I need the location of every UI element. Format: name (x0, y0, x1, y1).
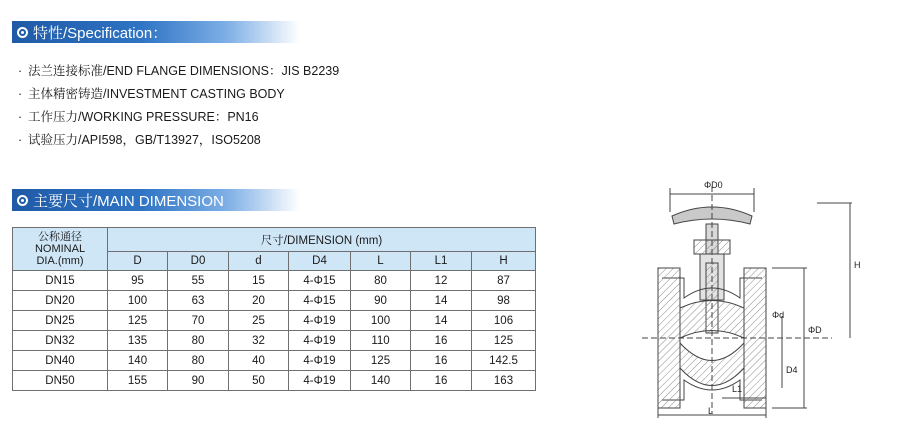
D-label: ΦD (808, 325, 822, 335)
dimension-cell: 95 (108, 271, 168, 291)
dimension-cell: 25 (229, 311, 289, 331)
dimension-cell: 16 (411, 371, 472, 391)
l-label: L (708, 406, 714, 416)
bullet-circle-icon (17, 27, 28, 38)
nominal-dia-cell: DN50 (13, 371, 108, 391)
spec-item: · 工作压力/WORKING PRESSURE：PN16 (18, 106, 339, 129)
dimension-cell: 110 (351, 331, 411, 351)
nominal-dia-cell: DN40 (13, 351, 108, 371)
nominal-dia-cell: DN15 (13, 271, 108, 291)
l1-label: L1 (732, 384, 743, 394)
dimension-cell: 80 (168, 351, 229, 371)
dimension-cell: 90 (168, 371, 229, 391)
dimension-cell: 135 (108, 331, 168, 351)
table-row (13, 371, 536, 391)
bullet-dot-icon: · (18, 64, 23, 78)
column-header-l: L (351, 252, 411, 271)
nominal-dia-cell: DN20 (13, 291, 108, 311)
dimension-cell: 14 (411, 291, 472, 311)
dimension-cell: 100 (351, 311, 411, 331)
bullet-dot-icon: · (18, 87, 23, 101)
column-header-d: D (108, 252, 168, 271)
valve-drawing (632, 168, 872, 418)
h-label: H (854, 260, 861, 270)
dimension-table (12, 227, 536, 391)
dimension-cell: 125 (108, 311, 168, 331)
dimension-header: 尺寸/DIMENSION (mm) (108, 228, 536, 252)
dimension-cell: 87 (472, 271, 536, 291)
spec-item: · 试验压力/API598，GB/T13927，ISO5208 (18, 129, 339, 152)
dimension-cell: 70 (168, 311, 229, 331)
d4-label: D4 (786, 365, 798, 375)
column-header-d: d (229, 252, 289, 271)
table-row (13, 311, 536, 331)
dimension-cell: 15 (229, 271, 289, 291)
dimension-cell: 80 (168, 331, 229, 351)
dimension-cell: 125 (472, 331, 536, 351)
dimension-cell: 32 (229, 331, 289, 351)
dimension-cell: 4-Φ19 (289, 351, 351, 371)
d0-label: ΦD0 (704, 180, 723, 190)
dimension-cell: 163 (472, 371, 536, 391)
dimension-cell: 50 (229, 371, 289, 391)
dimension-cell: 16 (411, 331, 472, 351)
dimension-cell: 106 (472, 311, 536, 331)
column-header-d0: D0 (168, 252, 229, 271)
spec-item: · 主体精密铸造/INVESTMENT CASTING BODY (18, 83, 339, 106)
dimension-cell: 20 (229, 291, 289, 311)
dimension-cell: 4-Φ19 (289, 331, 351, 351)
nominal-dia-header: 公称通径 NOMINAL DIA.(mm) (13, 228, 108, 271)
column-header-l1: L1 (411, 252, 472, 271)
dimension-cell: 98 (472, 291, 536, 311)
specification-title: 特性/Specification： (33, 24, 168, 42)
dimension-cell: 90 (351, 291, 411, 311)
bullet-dot-icon: · (18, 133, 23, 147)
table-row (13, 351, 536, 371)
nominal-dia-cell: DN32 (13, 331, 108, 351)
dimension-cell: 4-Φ15 (289, 271, 351, 291)
nominal-dia-cell: DN25 (13, 311, 108, 331)
dimension-cell: 14 (411, 311, 472, 331)
dimension-cell: 40 (229, 351, 289, 371)
table-row (13, 271, 536, 291)
dimension-cell: 140 (108, 351, 168, 371)
dimension-cell: 100 (108, 291, 168, 311)
dimension-cell: 4-Φ19 (289, 371, 351, 391)
dimension-cell: 125 (351, 351, 411, 371)
main-dimension-title: 主要尺寸/MAIN DIMENSION (33, 192, 224, 210)
dimension-cell: 140 (351, 371, 411, 391)
d-label: Φd (772, 310, 785, 320)
spec-item: · 法兰连接标准/END FLANGE DIMENSIONS：JIS B2239 (18, 60, 339, 83)
specification-list (18, 60, 339, 152)
dimension-cell: 4-Φ15 (289, 291, 351, 311)
dimension-cell: 142.5 (472, 351, 536, 371)
bullet-dot-icon: · (18, 110, 23, 124)
bullet-circle-icon (17, 195, 28, 206)
main-dimension-header (12, 189, 300, 211)
table-row (13, 331, 536, 351)
column-header-d4: D4 (289, 252, 351, 271)
table-row (13, 291, 536, 311)
dimension-cell: 4-Φ19 (289, 311, 351, 331)
dimension-cell: 80 (351, 271, 411, 291)
specification-header (12, 21, 300, 43)
dimension-cell: 63 (168, 291, 229, 311)
dimension-cell: 55 (168, 271, 229, 291)
column-header-h: H (472, 252, 536, 271)
dimension-cell: 16 (411, 351, 472, 371)
dimension-cell: 12 (411, 271, 472, 291)
dimension-cell: 155 (108, 371, 168, 391)
